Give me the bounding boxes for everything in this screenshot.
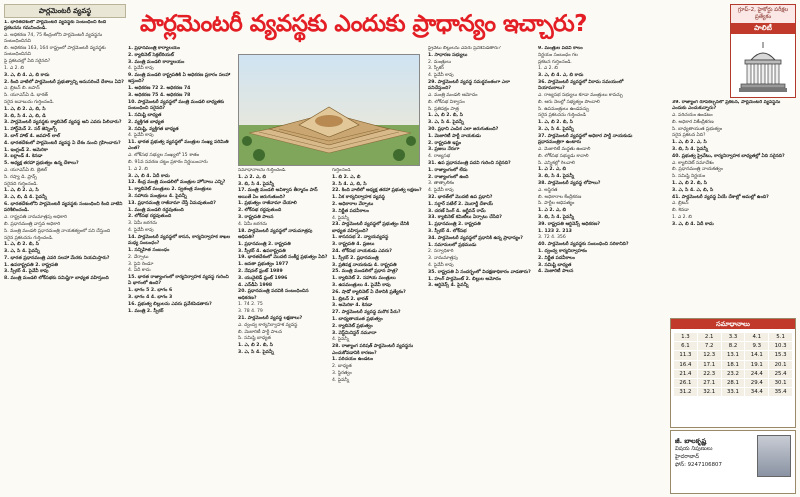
text-line: 3. చరణ్ సింగ్ 4. జగ్జీవన్ రామ్ — [428, 208, 486, 214]
text-line: 3. ఎ, బి 4. ఎ, బి కాదు — [538, 73, 584, 79]
text-line: 1. ప్రధానమంత్రి కార్యాలయం — [128, 46, 180, 51]
text-column-1 — [4, 20, 124, 494]
text-line: 6. భారతదేశంలోని పార్లమెంటరీ వ్యవస్థకు సంబంధించి కింది వాటిని పరిశీలించండి. — [4, 202, 123, 214]
text-line: సి. మంత్రి మండలి ప్రధానమంత్రి నాయకత్వంలో పని చేస్తుంది — [4, 228, 111, 234]
text-line: 9. మంత్రి మండలి రాష్ట్రపతికి ఏ అధికరణ ప్రకారం సలహా ఇస్తుంది? — [128, 73, 231, 85]
text-line: 3. సి 4. ఎ, బి, సి — [332, 181, 367, 187]
text-line: 3. స్పీకర్ 4. పైవేవీ కావు — [4, 269, 49, 275]
answer-cell: 3.3 — [722, 333, 745, 341]
text-line: 14. పార్లమెంటరీ వ్యవస్థలో శాసన, కార్యనిర్వాహక శాఖల మధ్య సంబంధం? — [128, 234, 231, 247]
text-line: 3. భాగం 4 4. భాగం 3 — [128, 294, 173, 300]
answer-cell: 31.2 — [674, 388, 697, 396]
author-box — [670, 430, 796, 494]
text-line: సరైన జవాబును గుర్తించండి. — [4, 100, 55, 106]
text-line: 1. ఇంగ్లండ్ 2. అమెరికా — [4, 147, 48, 153]
answers-box — [670, 318, 796, 428]
text-line: 1. సమానులలో ప్రథముడు — [428, 242, 477, 248]
text-line: 3. ఎ, సి 4. పైవన్నీ — [538, 127, 574, 133]
text-line: బి. 91వ సవరణ చట్టం ప్రకారం నిర్ణయించారు — [128, 160, 208, 166]
text-line: 1. ఎ, బి 2. బి, సి — [672, 181, 707, 187]
text-line: సి. ఎన్నికల్లో గెలవాలి — [538, 160, 575, 166]
text-line: 1. ఎ, బి 2. ఎ, సి — [4, 188, 39, 194]
author-phone: ఫోన్: 9247106807 — [675, 462, 722, 468]
text-line: 1. ఉపరాష్ట్రపతి 2. రాష్ట్రపతి — [4, 262, 58, 268]
text-line: 25. మంత్రి మండలిలో ప్రధాన పాత్ర? — [332, 269, 399, 275]
topic-subject: పాలిటీ — [731, 23, 795, 34]
text-line: ఎ. బ్రిటన్ — [672, 201, 689, 207]
answers-grid — [671, 329, 795, 400]
text-line: 3. రాష్ట్రపతి 4. ప్రజలు — [332, 242, 375, 248]
text-line: 19. భారతదేశంలో మొదటి సంకీర్ణ ప్రభుత్వం ఏది? — [238, 255, 328, 261]
text-line: సరైన ప్రకటనను గుర్తించండి — [538, 113, 586, 119]
text-line: సి. బాధ్యతాయుత ప్రభుత్వం — [672, 126, 723, 132]
text-line: బి. అధికార వికేంద్రీకరణ — [672, 119, 714, 125]
topic-box — [730, 4, 796, 98]
text-line: సి. యూఎస్ఏ డి. భారత్ — [4, 93, 48, 99]
text-line: ఎ. రాజ్యసభ సభ్యులు కూడా మంత్రులు కావచ్చు — [538, 93, 623, 99]
text-line: 3. ప్రతిపక్ష నాయకుడు 4. రాష్ట్రపతి — [332, 262, 397, 268]
text-line: 8. మంత్రి మండలి లోక్‌సభకు సమిష్టిగా బాధ్యత వహిస్తుంది — [4, 276, 109, 282]
text-line: 1. బి 2. ఎ, బి — [332, 174, 361, 180]
text-line: 3. యునైటెడ్ ఫ్రంట్ 1996 — [238, 275, 288, 281]
text-line: 2. వ్యక్తిగత బాధ్యత — [128, 119, 164, 125]
text-line: 3. స్పీకర్ 4. ఉపరాష్ట్రపతి — [238, 248, 286, 254]
answer-cell: 27.1 — [698, 379, 721, 387]
text-line: బి. కెనడా — [672, 208, 689, 214]
text-line: బి. అధికరణ 163, 164 రాష్ట్రంలో పార్లమెంటరీ వ్యవస్థకు సంబంధించినవి — [4, 46, 106, 58]
text-line: 3. ఎ, సి 4. ఎ, బి, సి — [672, 187, 714, 193]
answers-title: సమాధానాలు — [671, 319, 795, 329]
text-line: 3. ఎ, బి 4. ఏదీ కాదు — [128, 173, 170, 179]
text-line: 1. ఎ, బి 2. ఎ, బి, సి — [4, 106, 46, 112]
text-line: 35. రాష్ట్రపతి ఏ సందర్భంలో విచక్షణాధికారం వాడతారు? — [428, 269, 531, 275]
text-line: సమాధానాలను గుర్తించండి. — [238, 168, 287, 173]
author-role: విషయ నిపుణులు — [675, 446, 713, 452]
answer-cell: 9.3 — [745, 342, 768, 350]
text-line: 3. ఎ, సి 4. పైవన్నీ — [4, 249, 40, 255]
answer-cell: 22.3 — [698, 370, 721, 378]
text-line: ప్రైవేటు బిల్లులను ఎవరు ప్రవేశపెడతారు? — [428, 46, 501, 51]
text-line: ఎ. ద్వంద్వ కార్యనిర్వాహక వ్యవస్థ — [238, 322, 298, 328]
text-line: 3. అధికరణ 75 4. అధికరణ 78 — [128, 93, 191, 99]
answer-cell: 20.1 — [769, 361, 792, 369]
text-line: 40. ప్రభుత్వ ప్రైవేటు, కార్యనిర్వాహక బాధ్యతల్లో ఏది సరైనది? — [672, 153, 785, 159]
text-line: సరైన ప్రకటనను గుర్తించండి. — [4, 235, 54, 241]
text-line: 21. పార్లమెంటరీ వ్యవస్థ లక్షణాలు? — [238, 316, 303, 322]
text-line: 2. వేర్పాటు — [128, 254, 149, 260]
text-column-6 — [538, 46, 644, 494]
author-info — [675, 437, 755, 469]
text-line: 3. నిర్ణీత పదవీకాలం — [332, 208, 370, 214]
text-line: 1. ఎ 2. బి — [538, 66, 558, 72]
text-line: 1. మెజారిటీ పార్టీ నాయకుడు — [428, 133, 481, 139]
text-column-2 — [128, 46, 232, 494]
text-line: 2. రాజ్యాంగంలో ఉంది — [428, 174, 469, 180]
text-line: ఎ. మంత్రి మండలి ఆమోదం — [428, 93, 478, 99]
text-line: 1. ఎ 2. ఎ, బి — [238, 174, 267, 180]
author-place: హైదరాబాద్ — [675, 454, 700, 460]
text-line: 38. పార్లమెంటరీ వ్యవస్థ లోపాలు? — [538, 180, 601, 186]
text-line: 3. బి, సి 4. ఎ, బి, డి — [4, 113, 46, 119]
text-line: 1. బాధ్యతాయుత ప్రభుత్వం — [332, 317, 383, 323]
text-line: 1. స్పీకర్ 2. ప్రధానమంత్రి — [332, 255, 379, 261]
text-line: 1. హంగ్ పార్లమెంట్ 2. బిల్లుల ఆమోదం — [428, 276, 501, 282]
answer-cell: 14.1 — [745, 351, 768, 359]
text-line: 2. రాష్ట్రపతి ఇష్టం — [428, 140, 462, 146]
text-line: ప్రకటన గుర్తించండి. — [538, 59, 572, 65]
text-line: 5. అధ్యక్ష తరహా ప్రభుత్వం ఉన్న దేశాలు? — [4, 161, 79, 167]
text-line: 7. భారత ప్రధానమంత్రి ఎవరి సలహా మేరకు నియమిస్తారు? — [4, 255, 110, 261]
text-line: 1. ఎ, బి 2. బి, సి — [428, 113, 463, 119]
text-line: 39. రాజ్యాంగ రూపకల్పనలో ప్రకటన, పార్లమెంటరీ వ్యవస్థను ఎందుకు ఎంచుకున్నారు? — [672, 100, 781, 112]
text-line: 31. ఉప ప్రధానమంత్రి పదవి గురించి సరైనది? — [428, 161, 511, 167]
text-column-7 — [672, 100, 796, 314]
text-line: 3. పైవి రెండూ — [128, 261, 154, 267]
text-line: 39. రాష్ట్రపతి ఆర్డినెన్స్ అధికరణ? — [538, 221, 601, 227]
text-line: 1. రాజ్యాంగంలో లేదు — [428, 167, 468, 173]
text-line: 1. ఎ, బి 2. ఎ, సి — [672, 140, 707, 146]
text-line: 22. కింది వాటిలో అధ్యక్ష తరహా ప్రభుత్వ లక్షణం? — [332, 188, 422, 194]
text-line: 1. సమిష్టి బాధ్యత — [128, 112, 162, 118]
text-line: 36. పార్లమెంటరీ వ్యవస్థలో విరామ సమయంలో నియామకాలు? — [538, 79, 624, 92]
text-line: ఎ. అస్థిరత — [538, 187, 558, 193]
text-line: 3. మంత్రి మండలి కార్యాలయం — [128, 59, 185, 65]
page-title: పార్లమెంటరీ వ్యవస్థకు ఎందుకు ప్రాధాన్యం ఇచ్చారు? — [140, 11, 587, 37]
text-line: 4. ఏమీ జరగదు — [238, 221, 268, 227]
answer-cell: 23.2 — [722, 370, 745, 378]
text-line: 24. లోక్‌సభ నాయకుడు ఎవరు? — [332, 249, 392, 255]
text-line: బి. మెజారిటీ పార్టీ పాలన — [238, 329, 282, 335]
answer-cell: 21.4 — [674, 370, 697, 378]
text-line: 28. రాజ్యాంగ పరిషత్ పార్లమెంటరీ వ్యవస్థను ఎంచుకోవడానికి కారణం? — [332, 344, 414, 356]
text-line: 9. మంత్రుల పదవి కాలం — [538, 46, 583, 51]
parliament-image — [239, 55, 419, 165]
parliament-photo — [238, 54, 420, 166]
text-line: సి. రష్యా డి. ఫ్రాన్స్ — [4, 174, 37, 180]
answer-cell: 19.1 — [745, 361, 768, 369]
text-line: ఎ. మెజారిటీ మద్దతు ఉండాలి — [538, 146, 591, 152]
text-line: 3. సమిష్టి, వ్యక్తిగత బాధ్యత — [128, 126, 179, 132]
answer-cell: 6.1 — [674, 342, 697, 350]
text-line: 1. క్యాబినెట్ 2. సహాయ మంత్రులు — [332, 276, 396, 282]
text-line: 4. పైవన్నీ — [332, 337, 350, 343]
text-line: 3. స్థిరత్వం — [332, 370, 352, 376]
text-line: 18. పార్లమెంటరీ వ్యవస్థలో నామమాత్రపు అధిపతి? — [238, 228, 313, 240]
text-line: 3. ఎ, సి 4. పైవన్నీ — [428, 120, 464, 126]
text-line: 1. ఎ, బి 2. బి, సి — [4, 242, 39, 248]
text-line: 1. భారతదేశంలో పార్లమెంటరీ వ్యవస్థకు సంబంధించి కింది ప్రకటనను గమనించండి. — [4, 20, 107, 32]
text-line: సి. ప్రతిపక్షం పాత్ర — [428, 106, 459, 112]
text-line: 2. క్యాబినెట్ సెక్రటేరియట్ — [128, 52, 174, 58]
text-line: 1. క్యాబినెట్ మంత్రులు 2. స్వతంత్ర మంత్రులు — [128, 187, 212, 193]
text-line: 3. అమెరికా 4. కెనడా — [332, 303, 373, 309]
text-line: 1. అధికరణ 72 2. అధికరణ 74 — [128, 86, 191, 92]
answer-cell: 28.1 — [722, 379, 745, 387]
text-line: 23. పార్లమెంటరీ వ్యవస్థలో ప్రభుత్వం దేనికి బాధ్యత వహిస్తుంది? — [332, 222, 410, 234]
text-line: 1. బ్రిటన్ 2. భారత్ — [332, 296, 369, 302]
text-line: 3. పార్లమెంటరీ వ్యవస్థకు క్యాబినెట్ వ్యవస్థ అని ఎవరు పిలిచారు? — [4, 120, 122, 126]
text-line: గుర్తించండి — [332, 168, 351, 173]
answer-cell: 18.1 — [722, 361, 745, 369]
text-line: 1. ప్రధానమంత్రి 2. రాష్ట్రపతి — [238, 241, 291, 247]
text-line: 11. భారత ప్రభుత్వ వ్యవస్థలో మంత్రుల సంఖ్య పరిమితి ఎంత? — [128, 140, 229, 152]
text-line: 3. రాష్ట్రపతి పాలన — [238, 215, 274, 221]
parliament-building-icon — [737, 38, 789, 96]
text-line: సరైనది గుర్తించండి. — [4, 181, 38, 187]
text-line: 20. ప్రధానమంత్రి పదవికి సంబంధించిన అధికరణ? — [238, 289, 309, 301]
text-line: 3. ఎ, బి 4. ఎ, బి కాదు — [4, 72, 50, 78]
text-line: 41. పార్లమెంటరీ వ్యవస్థ ఏయే దేశాల్లో అమల్లో ఉంది? — [672, 194, 769, 200]
text-line: 3. బాగ్ హాట్ 4. జవహర్ లాల్ — [4, 134, 60, 140]
text-line: సి. పార్టీల ఆధిపత్యం — [538, 201, 575, 207]
text-line: ఎ. లోక్‌సభ సభ్యుల సంఖ్యలో 15 శాతం — [128, 153, 200, 159]
text-line: 4. పైవేవీ కావు — [128, 66, 154, 72]
text-line: సరైన ప్రకటన ఏది? — [672, 133, 706, 139]
text-line: 40. పార్లమెంటరీ వ్యవస్థకు సంబంధించి సరికానిది? — [538, 242, 629, 248]
text-line: 13. ప్రధానమంత్రి రాజీనామా చేస్తే ఏమవుతుంది? — [128, 200, 216, 206]
text-line: 3. బి, సి 4. పైవన్నీ — [538, 214, 575, 220]
author-avatar — [757, 435, 791, 477]
text-line: 2. లోక్‌సభ రద్దవుతుంది — [238, 208, 282, 214]
text-line: 33. క్యాబినెట్ కమిటీలు ఏర్పాటు చేసేది? — [428, 215, 502, 221]
text-line: 1. ఎ, బి 2. బి, సి — [238, 343, 273, 349]
text-line: 4. ఎన్‌డీఏ 1998 — [238, 282, 273, 288]
text-line: బి. ఆరు నెలల్లో సభ్యత్వం పొందాలి — [538, 99, 600, 105]
text-line: 3. 78 4. 79 — [238, 309, 263, 315]
text-line: 1. మంత్రి మండలి రద్దవుతుంది — [128, 207, 184, 213]
text-line: 1. ఎ 2. ఎ, బి — [538, 208, 567, 214]
text-line: 1. ఎ 2. బి — [4, 66, 24, 72]
answer-cell: 34.4 — [745, 388, 768, 396]
text-line: 3. ఎ, బి, డి 4. పైవన్నీ — [4, 195, 47, 201]
text-line: సి. ఉపమంత్రులు ఉండవచ్చు — [538, 106, 590, 112]
answer-cell: 16.4 — [674, 361, 697, 369]
text-line: 1. ఎ 2. ఎ, బి — [538, 167, 567, 173]
answer-cell: 4.1 — [745, 333, 768, 341]
section-label: పార్లమెంటరీ వ్యవస్థ — [4, 4, 126, 18]
text-line: 3. ప్రజలు నేరుగా — [428, 147, 460, 153]
text-line: 1. జనతా ప్రభుత్వం 1977 — [238, 262, 289, 268]
text-line: 1. సన్నిహిత సంబంధం — [128, 247, 170, 253]
text-line: 2. క్యాబినెట్ ప్రభుత్వం — [332, 323, 373, 329]
text-line: 3. వెస్ట్‌మినిస్టర్ నమూనా — [332, 330, 377, 336]
text-line: 2. కింది వాటిలో పార్లమెంటరీ ప్రభుత్వాన్ని అనుసరించే దేశాలు ఏవి? — [4, 79, 124, 85]
text-line: 4. పైవేవీ కావు — [428, 188, 454, 194]
text-line: 4. పైవన్నీ — [332, 377, 350, 383]
text-line: 1. సాధారణ సభ్యులు — [428, 52, 468, 58]
text-line: సి. సమిష్టి బాధ్యత — [238, 336, 271, 342]
text-line: నిర్ణయం సంబంధం గల — [538, 52, 578, 58]
answer-cell: 17.1 — [698, 361, 721, 369]
answer-cell: 24.4 — [745, 370, 768, 378]
text-line: 3. నామమాత్రపు — [428, 256, 458, 262]
answer-cell: 12.3 — [698, 351, 721, 359]
text-line: 3. స్పీకర్ 4. లోక్‌సభ — [428, 229, 467, 235]
text-line: బి. ప్రధానమంత్రి వాస్తవ అధికారి — [4, 221, 61, 227]
author-name: జీ. బాలకృష్ణ — [675, 437, 707, 445]
text-line: 3. స్పీకర్ — [428, 66, 444, 72]
answer-cell: 13.1 — [722, 351, 745, 359]
text-line: సి. సమిష్టి నిర్ణయం — [672, 174, 706, 180]
text-line: ఎ. పరిచయం ఉండటం — [672, 113, 713, 119]
text-line: 3. తాత్కాలికం — [428, 181, 455, 187]
text-line: 3. సమిష్టి బాధ్యత — [538, 262, 572, 268]
text-line: 1. ప్రధానమంత్రి 2. రాష్ట్రపతి — [428, 222, 481, 228]
text-line: ఎ. అధికరణ 74, 75 కేంద్రంలోని పార్లమెంటరీ వ్యవస్థను సంబంధించినవి — [4, 33, 103, 45]
answer-cell: 2.1 — [698, 333, 721, 341]
answer-cell: 26.1 — [674, 379, 697, 387]
text-line: 3. ఎ, బి 4. ఏదీ కాదు — [672, 221, 714, 227]
text-line: 1. ప్రభుత్వం రాజీనామా చేయాలి — [238, 201, 297, 207]
text-line: 3. ఎ, సి 4. పైవన్నీ — [238, 350, 274, 356]
text-line: 4. ఏదీ కాదు — [128, 268, 151, 274]
text-line: 4. రాజ్యసభ — [428, 154, 451, 160]
text-line: 32. భారత్‌లో మొదటి ఉప ప్రధాని? — [428, 195, 493, 201]
text-line: 17. మంత్రి మండలి అవిశ్వాస తీర్మానం పాస్ అయితే ఏం జరుగుతుంది? — [238, 188, 318, 200]
text-line: 4. పైవేవీ కావు — [428, 73, 454, 79]
text-line: 3. బి, సి 4. పైవన్నీ — [538, 174, 575, 180]
text-line: 1. 123 2. 213 — [538, 228, 572, 234]
answer-cell: 8.2 — [722, 342, 745, 350]
text-line: 1. ఎ, బి 2. బి, సి — [538, 120, 573, 126]
text-line: 4. భారతదేశంలో పార్లమెంటరీ వ్యవస్థ ఏ దేశం నుంచి గ్రహించారు? — [4, 140, 121, 146]
answer-cell: 5.1 — [769, 333, 792, 341]
text-line: 1. ఏక కార్యనిర్వాహక వ్యవస్థ — [332, 195, 385, 201]
text-line: 3. 72 4. 356 — [538, 235, 566, 241]
text-line: 1. 74 2. 75 — [238, 302, 263, 308]
text-line: బి. లోక్‌సభ సభ్యుడు కావాలి — [538, 153, 589, 159]
text-line: బి. అధికారాల కేంద్రీకరణ — [538, 194, 582, 200]
text-line: 29. పార్లమెంటరీ వ్యవస్థ సమర్థవంతంగా ఎలా పనిచేస్తుంది? — [428, 79, 510, 92]
text-line: 3. ఆర్డినెన్స్ 4. పైవన్నీ — [428, 283, 469, 289]
text-line: 4. పైవన్నీ — [332, 215, 350, 221]
text-line: 1. ఎ 2. బి — [128, 166, 148, 172]
text-line: ఎ. బ్రిటన్ బి. జపాన్ — [4, 86, 40, 92]
text-line: ఎ. రాష్ట్రపతి నామమాత్రపు అధికారి — [4, 215, 67, 221]
text-line: 3. ఉపమంత్రులు 4. పైవేవీ కావు — [332, 283, 391, 289]
topic-group: గ్రూప్-2, హైకోర్టు పరీక్షల ప్రత్యేకం — [731, 5, 795, 23]
answer-cell: 10.3 — [769, 342, 792, 350]
text-line: 4. పైవేవీ కావు — [128, 133, 154, 139]
text-line: 3. బి, సి 4. పైవన్నీ — [672, 147, 709, 153]
answer-cell: 7.2 — [698, 342, 721, 350]
text-line: 3. బి, సి 4. పైవన్నీ — [238, 181, 275, 187]
text-line: 1. భాగం 5 2. భాగం 6 — [128, 288, 173, 294]
answer-cell: 11.3 — [674, 351, 697, 359]
text-line: 2. మంత్రులు — [428, 59, 452, 65]
text-line: పై ప్రకటనల్లో ఏది సరైనది? — [4, 59, 51, 65]
text-column-5 — [428, 46, 534, 494]
text-line: 30. ప్రధాని ఎంపిక ఎలా జరుగుతుంది? — [428, 127, 499, 133]
text-line: 3. ఐర్లాండ్ 4. కెనడా — [4, 154, 43, 160]
answer-cell: 1.3 — [674, 333, 697, 341]
text-line: బి. లోక్‌సభ విశ్వాసం — [428, 99, 465, 105]
text-column-4 — [332, 168, 424, 494]
text-line: 1. ఎ 2. బి — [672, 215, 692, 221]
text-line: 16. ప్రభుత్వ బిల్లులను ఎవరు ప్రవేశపెడతారు? — [128, 301, 212, 307]
text-line: 1. హార్డ్‌మెన్ 2. సర్ జెన్నింగ్స్ — [4, 127, 57, 133]
text-line: బి. ప్రధానమంత్రి నాయకత్వం — [672, 167, 723, 173]
text-line: 34. పార్లమెంటరీ వ్యవస్థలో ప్రధానికి ఉన్న ప్రాధాన్యం? — [428, 235, 523, 241]
text-line: 4. మెజారిటీ పాలన — [538, 269, 574, 275]
text-line: 2. అధికారాల వేర్పాటు — [332, 201, 374, 207]
text-line: 4. పైవేవీ కావు — [128, 228, 154, 234]
text-line: 12. కేంద్ర మంత్రి మండలిలో మంత్రుల హోదాలు ఎన్ని? — [128, 180, 226, 186]
text-line: 1. పరిచయం ఉండటం — [332, 357, 374, 363]
text-line: 2. బాధ్యత — [332, 364, 352, 370]
answer-cell: 35.4 — [769, 388, 792, 396]
text-line: 2. సర్వాధికారి — [428, 249, 454, 255]
text-line: 26. షాడో క్యాబినెట్ ఏ దేశానికి ప్రత్యేకం? — [332, 289, 406, 295]
answer-cell: 32.1 — [698, 388, 721, 396]
text-line: 15. భారత రాజ్యాంగంలో కార్యనిర్వాహక వ్యవస్థ గురించి ఏ భాగంలో ఉంది? — [128, 275, 229, 287]
text-line: 2. నిర్ణీత పదవీకాలం — [538, 255, 576, 261]
answer-cell: 29.4 — [745, 379, 768, 387]
answer-cell: 25.4 — [769, 370, 792, 378]
text-column-3 — [238, 168, 328, 494]
text-line: 3. సహాయ మంత్రులు 4. పైవన్నీ — [128, 194, 187, 200]
text-line: 10. పార్లమెంటరీ వ్యవస్థలో మంత్రి మండలి బాధ్యతకు సంబంధించి సరైనది? — [128, 99, 225, 112]
text-line: ఎ. క్యాబినెట్ సమావేశం — [672, 160, 714, 166]
text-line: 37. పార్లమెంటరీ వ్యవస్థలో అధికార పార్టీ నాయకుడు ప్రధానమంత్రిగా ఉంటారు — [538, 133, 633, 146]
text-line: ఎ. యూఎస్ఏ బి. బ్రెజిల్ — [4, 168, 47, 174]
text-line: 1. శాసనసభ 2. న్యాయవ్యవస్థ — [332, 235, 389, 241]
text-line: 2. నేషనల్ ఫ్రంట్ 1989 — [238, 268, 283, 274]
text-line: 2. లోక్‌సభ రద్దవుతుంది — [128, 214, 172, 220]
text-line: 1. ద్వంద్వ కార్యనిర్వాహకం — [538, 248, 587, 254]
text-line: 4. పైవేవీ కావు — [428, 263, 454, 268]
text-line: 3. ఏమీ జరగదు — [128, 221, 158, 227]
answer-cell: 30.1 — [769, 379, 792, 387]
text-line: 1. మంత్రి 2. స్పీకర్ — [128, 308, 164, 314]
text-line: 27. పార్లమెంటరీ వ్యవస్థ మరొక పేరు? — [332, 310, 401, 316]
answer-cell: 15.3 — [769, 351, 792, 359]
text-line: 1. సర్దార్ పటేల్ 2. మొరార్జీ దేశాయ్ — [428, 201, 493, 207]
answer-cell: 33.1 — [722, 388, 745, 396]
